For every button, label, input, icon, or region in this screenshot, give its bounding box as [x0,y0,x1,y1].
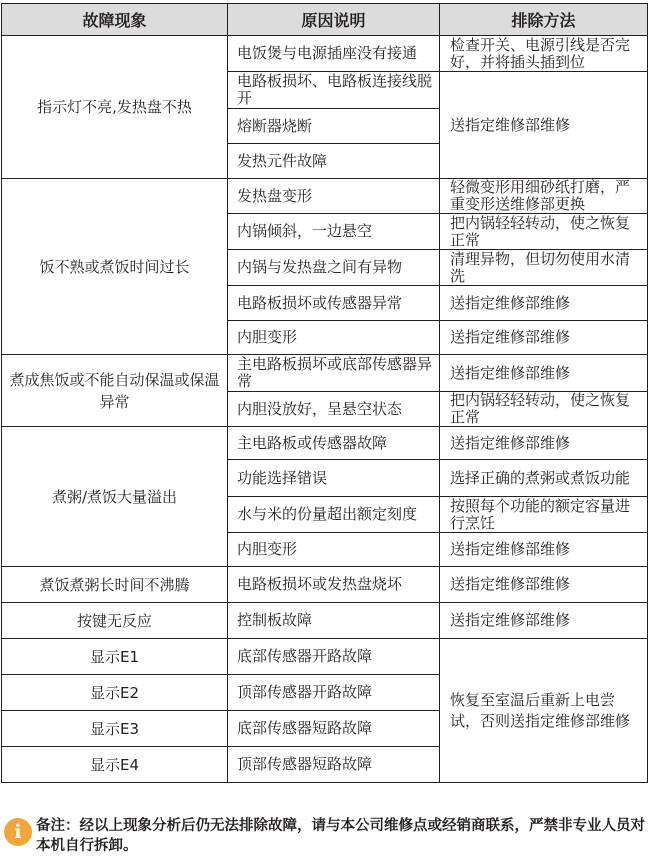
cause-cell: 电饭煲与电源插座没有接通 [228,36,440,72]
symptom-cell: 指示灯不亮,发热盘不热 [2,36,228,179]
fix-cell: 选择正确的煮粥或煮饭功能 [440,460,648,497]
table-row [2,427,648,460]
cause-cell: 内锅倾斜，一边悬空 [228,214,440,250]
symptom-cell: 按键无反应 [2,603,228,639]
header-cause: 原因说明 [228,4,440,36]
fix-cell: 轻微变形用细砂纸打磨，严重变形送维修部更换 [440,179,648,214]
fix-cell: 把内锅轻轻转动，使之恢复正常 [440,214,648,250]
header-row [2,4,648,36]
fix-cell: 送指定维修部维修 [440,427,648,460]
cause-cell: 功能选择错误 [228,460,440,497]
cause-cell: 发热元件故障 [228,144,440,179]
cause-cell: 控制板故障 [228,603,440,639]
note-text: 备注：经以上现象分析后仍无法排除故障，请与本公司维修点或经销商联系，严禁非专业人员对本机自行拆卸。 [36,818,645,854]
cause-cell: 顶部传感器短路故障 [228,747,440,783]
cause-cell: 内锅与发热盘之间有异物 [228,250,440,286]
symptom-cell: 煮粥/煮饭大量溢出 [2,427,228,567]
symptom-cell: 煮饭煮粥长时间不沸腾 [2,567,228,603]
header-fix: 排除方法 [440,4,648,36]
cause-cell: 主电路板或传感器故障 [228,427,440,460]
cause-cell: 水与米的份量超出额定刻度 [228,497,440,533]
cause-cell: 内胆变形 [228,533,440,567]
table-row [2,355,648,392]
symptom-cell: 显示E4 [2,747,228,783]
table-row [2,639,648,675]
symptom-cell: 煮成焦饭或不能自动保温或保温异常 [2,355,228,427]
fix-cell: 把内锅轻轻转动，使之恢复正常 [440,392,648,427]
cause-cell: 电路板损坏或发热盘烧坏 [228,567,440,603]
cause-cell: 内胆变形 [228,321,440,355]
fix-cell: 送指定维修部维修 [440,533,648,567]
cause-cell: 电路板损坏或传感器异常 [228,286,440,321]
fix-cell: 送指定维修部维修 [440,603,648,639]
table-row [2,179,648,214]
symptom-cell: 显示E1 [2,639,228,675]
fix-cell: 按照每个功能的额定容量进行烹饪 [440,497,648,533]
fix-cell: 送指定维修部维修 [440,286,648,321]
table-row [2,603,648,639]
cause-cell: 熔断器烧断 [228,109,440,144]
fix-cell: 送指定维修部维修 [440,567,648,603]
table-row [2,567,648,603]
fix-cell: 送指定维修部维修 [440,355,648,392]
cause-cell: 底部传感器开路故障 [228,639,440,675]
fix-cell: 检查开关、电源引线是否完好，并将插头插到位 [440,36,648,72]
fix-cell: 送指定维修部维修 [440,72,648,179]
fix-cell: 送指定维修部维修 [440,321,648,355]
symptom-cell: 饭不熟或煮饭时间过长 [2,179,228,355]
cause-cell: 内胆没放好，呈悬空状态 [228,392,440,427]
cause-cell: 主电路板损坏或底部传感器异常 [228,355,440,392]
troubleshooting-table [1,3,648,783]
cause-cell: 发热盘变形 [228,179,440,214]
cause-cell: 顶部传感器开路故障 [228,675,440,711]
cause-cell: 电路板损坏、电路板连接线脱开 [228,72,440,109]
info-icon: i [4,818,32,846]
header-symptom: 故障现象 [2,4,228,36]
symptom-cell: 显示E2 [2,675,228,711]
table-row [2,36,648,72]
symptom-cell: 显示E3 [2,711,228,747]
cause-cell: 底部传感器短路故障 [228,711,440,747]
fix-cell: 恢复至室温后重新上电尝试，否则送指定维修部维修 [440,639,648,783]
fix-cell: 清理异物，但切勿使用水清洗 [440,250,648,286]
